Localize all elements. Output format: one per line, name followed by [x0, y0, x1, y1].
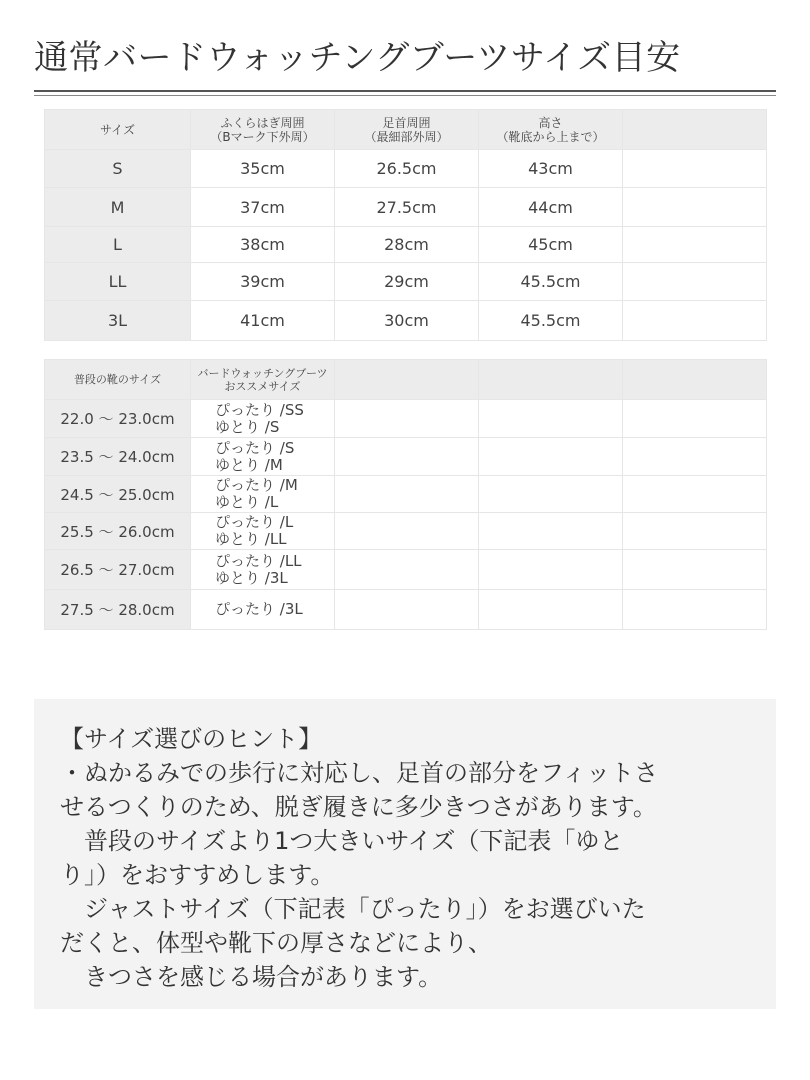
header-empty	[623, 110, 767, 150]
empty-cell	[623, 301, 767, 341]
size-label: L	[45, 227, 191, 263]
ankle-value: 29cm	[335, 263, 479, 301]
empty-cell	[335, 400, 479, 438]
rec-table-header-row	[45, 360, 767, 400]
header-height: 高さ （靴底から上まで）	[479, 110, 623, 150]
empty-cell	[623, 513, 767, 550]
empty-cell	[335, 476, 479, 513]
ankle-value: 28cm	[335, 227, 479, 263]
recommended-size: ぴったり /S ゆとり /M	[191, 438, 335, 476]
hint-line: だくと、体型や靴下の厚さなどにより、	[60, 929, 492, 957]
recommended-size: ぴったり /SS ゆとり /S	[191, 400, 335, 438]
shoe-size-label: 27.5 ～ 28.0cm	[45, 590, 191, 630]
empty-cell	[335, 590, 479, 630]
header-empty	[623, 360, 767, 400]
empty-cell	[623, 438, 767, 476]
header-shoe-size: 普段の靴のサイズ	[45, 360, 191, 400]
hint-heading: 【サイズ選びのヒント】	[60, 725, 323, 753]
empty-cell	[623, 590, 767, 630]
empty-cell	[623, 550, 767, 590]
recommended-size: ぴったり /M ゆとり /L	[191, 476, 335, 513]
size-label: 3L	[45, 301, 191, 341]
table-row	[45, 513, 767, 550]
shoe-size-label: 23.5 ～ 24.0cm	[45, 438, 191, 476]
header-ankle: 足首周囲 （最細部外周）	[335, 110, 479, 150]
recommendation-table	[44, 359, 767, 630]
hint-line: り」）をおすすめします。	[60, 861, 335, 889]
height-value: 45.5cm	[479, 263, 623, 301]
empty-cell	[479, 590, 623, 630]
recommended-size: ぴったり /3L	[191, 590, 335, 630]
size-label: LL	[45, 263, 191, 301]
hint-line: せるつくりのため、脱ぎ履きに多少きつさがあります。	[60, 793, 657, 821]
title-divider-thin	[34, 95, 776, 96]
empty-cell	[479, 513, 623, 550]
recommended-size: ぴったり /L ゆとり /LL	[191, 513, 335, 550]
height-value: 45cm	[479, 227, 623, 263]
table-row	[45, 301, 767, 341]
size-label: S	[45, 150, 191, 188]
table-row	[45, 188, 767, 227]
header-recommended-size: バードウォッチングブーツ おススメサイズ	[191, 360, 335, 400]
size-table	[44, 109, 767, 341]
empty-cell	[623, 188, 767, 227]
header-calf: ふくらはぎ周囲 （Bマーク下外周）	[191, 110, 335, 150]
shoe-size-label: 25.5 ～ 26.0cm	[45, 513, 191, 550]
hint-line: きつさを感じる場合があります。	[60, 963, 443, 991]
table-row	[45, 227, 767, 263]
empty-cell	[623, 150, 767, 188]
size-hint-text	[60, 722, 750, 994]
height-value: 45.5cm	[479, 301, 623, 341]
calf-value: 41cm	[191, 301, 335, 341]
empty-cell	[623, 263, 767, 301]
table-row	[45, 550, 767, 590]
header-empty	[479, 360, 623, 400]
shoe-size-label: 22.0 ～ 23.0cm	[45, 400, 191, 438]
hint-line: ジャストサイズ（下記表「ぴったり」）をお選びいた	[60, 895, 646, 923]
header-empty	[335, 360, 479, 400]
empty-cell	[479, 476, 623, 513]
empty-cell	[479, 438, 623, 476]
title-divider	[34, 90, 776, 92]
ankle-value: 30cm	[335, 301, 479, 341]
empty-cell	[335, 550, 479, 590]
calf-value: 35cm	[191, 150, 335, 188]
empty-cell	[335, 513, 479, 550]
table-row	[45, 590, 767, 630]
empty-cell	[479, 400, 623, 438]
empty-cell	[335, 438, 479, 476]
calf-value: 39cm	[191, 263, 335, 301]
hint-line: ・ぬかるみでの歩行に対応し、足首の部分をフィットさ	[60, 759, 659, 787]
table-row	[45, 476, 767, 513]
table-row	[45, 150, 767, 188]
page-title: 通常バードウォッチングブーツサイズ目安	[34, 38, 681, 78]
empty-cell	[623, 227, 767, 263]
size-table-header-row	[45, 110, 767, 150]
hint-line: 普段のサイズより1つ大きいサイズ（下記表「ゆと	[60, 827, 624, 855]
table-row	[45, 438, 767, 476]
recommended-size: ぴったり /LL ゆとり /3L	[191, 550, 335, 590]
size-label: M	[45, 188, 191, 227]
ankle-value: 26.5cm	[335, 150, 479, 188]
header-size: サイズ	[45, 110, 191, 150]
calf-value: 37cm	[191, 188, 335, 227]
shoe-size-label: 26.5 ～ 27.0cm	[45, 550, 191, 590]
empty-cell	[623, 476, 767, 513]
empty-cell	[623, 400, 767, 438]
table-row	[45, 400, 767, 438]
table-row	[45, 263, 767, 301]
ankle-value: 27.5cm	[335, 188, 479, 227]
height-value: 43cm	[479, 150, 623, 188]
calf-value: 38cm	[191, 227, 335, 263]
shoe-size-label: 24.5 ～ 25.0cm	[45, 476, 191, 513]
height-value: 44cm	[479, 188, 623, 227]
empty-cell	[479, 550, 623, 590]
